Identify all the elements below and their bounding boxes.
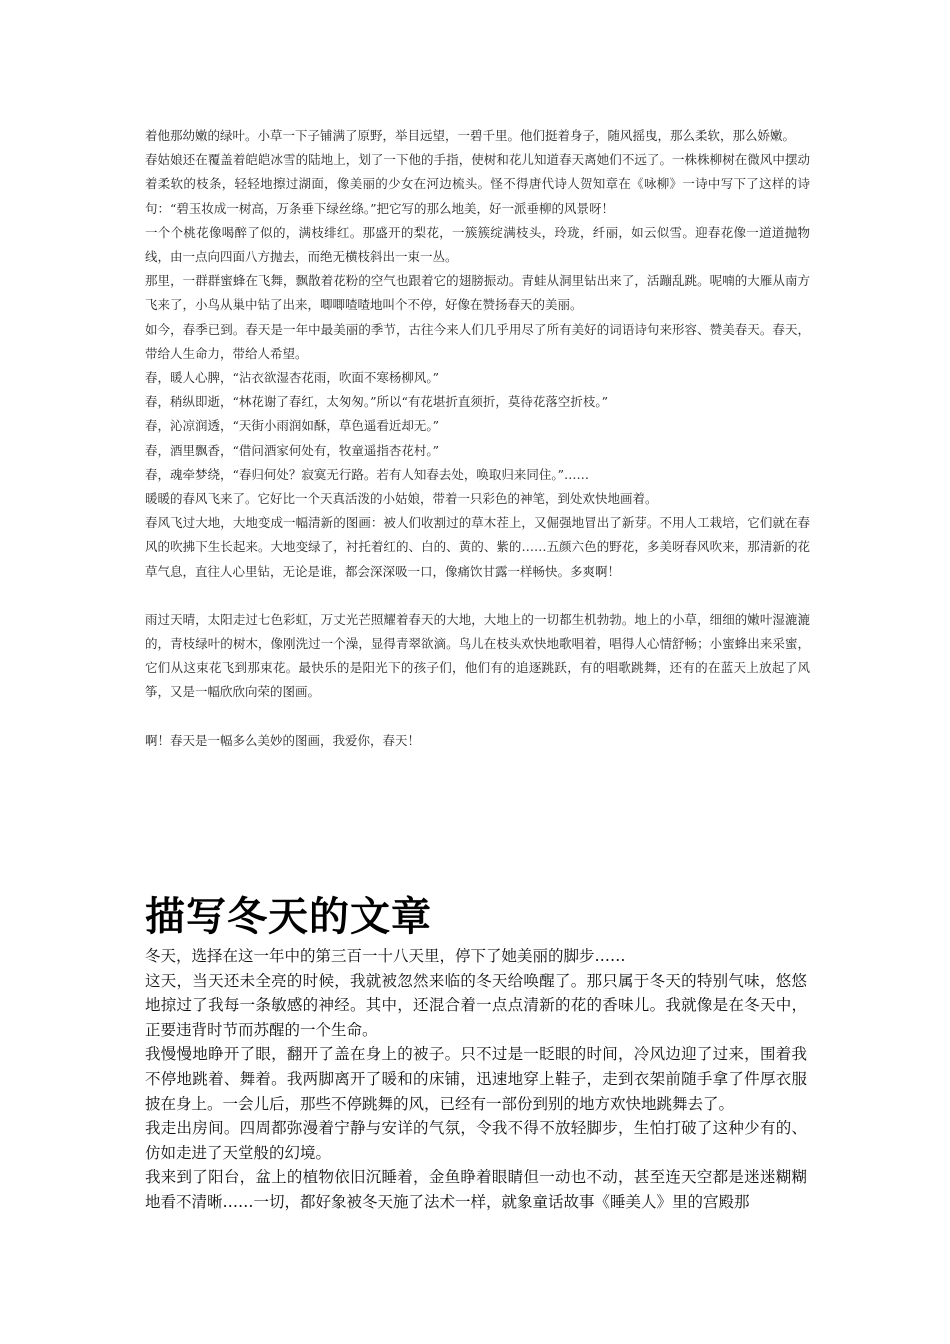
winter-paragraph-1: 冬天，选择在这一年中的第三百一十八天里，停下了她美丽的脚步…… — [145, 947, 626, 965]
winter-paragraph-4: 我走出房间。四周都弥漫着宁静与安详的气氛，令我不得不放轻脚步，生怕打破了这种少有的、仿如走进了天堂般的幻境。 — [145, 1119, 807, 1162]
spring-poem-line-3: 春，沁凉润透，“天街小雨润如酥，草色遥看近却无。” — [145, 418, 440, 434]
spring-poem-line-2: 春，稍纵即逝，“林花谢了春红，太匆匆。”所以“有花堪折直须折，莫待花落空折枝。” — [145, 394, 609, 410]
winter-paragraph-3: 我慢慢地睁开了眼，翻开了盖在身上的被子。只不过是一眨眼的时间，冷风边迎了过来，围着我不停地跳着、舞着。我两脚离开了暖和的床铺，迅速地穿上鞋子，走到衣架前随手拿了件厚衣服披在身上。一会儿后，那些不停跳舞的风，已经有一部份到别的地方欢快地跳舞去了。 — [145, 1045, 807, 1113]
spring-article-body — [145, 124, 810, 753]
spring-paragraph-6: 暖暖的春风飞来了。它好比一个天真活泼的小姑娘，带着一只彩色的神笔，到处欢快地画着。 — [145, 491, 658, 507]
spring-paragraph-8: 雨过天晴，太阳走过七色彩虹，万丈光芒照耀着春天的大地，大地上的一切都生机勃勃。地上的小草，细细的嫩叶湿漉漉的，青枝绿叶的树木，像刚洗过一个澡，显得青翠欲滴。鸟儿在枝头欢快地歌唱着，唱得人心情舒畅；小蜜蜂出来采蜜，它们从这束花飞到那束花。最快乐的是阳光下的孩子们，他们有的追逐跳跃，有的唱歌跳舞，还有的在蓝天上放起了风筝，又是一幅欣欣向荣的图画。 — [145, 611, 810, 700]
spring-paragraph-5: 如今，春季已到。春天是一年中最美丽的季节，古往今来人们几乎用尽了所有美好的词语诗句来形容、赞美春天。春天，带给人生命力，带给人希望。 — [145, 321, 810, 361]
winter-article-title: 描写冬天的文章 — [145, 893, 432, 940]
spring-paragraph-2: 春姑娘还在覆盖着皑皑冰雪的陆地上，划了一下他的手指，使树和花儿知道春天离她们不远了。一株株柳树在微风中摆动着柔软的枝条，轻轻地擦过湖面，像美丽的少女在河边梳头。怪不得唐代诗人贺知章在《咏柳》一诗中写下了这样的诗句：“碧玉妆成一树高，万条垂下绿丝绦。”把它写的那么地美，好一派垂柳的风景呀！ — [145, 152, 810, 216]
spring-closing-line: 啊！春天是一幅多么美妙的图画，我爱你，春天！ — [145, 732, 421, 748]
winter-paragraph-5: 我来到了阳台，盆上的植物依旧沉睡着，金鱼睁着眼睛但一动也不动，甚至连天空都是迷迷糊糊地看不清晰……一切，都好象被冬天施了法术一样，就象童话故事《睡美人》里的宫殿那 — [145, 1168, 807, 1211]
spring-paragraph-1: 着他那幼嫩的绿叶。小草一下子铺满了原野，举目远望，一碧千里。他们挺着身子，随风摇曳，那么柔软，那么娇嫩。 — [145, 128, 796, 143]
spring-paragraph-4: 那里，一群群蜜蜂在飞舞，飘散着花粉的空气也跟着它的翅膀振动。青蛙从洞里钻出来了，活蹦乱跳。呢喃的大雁从南方飞来了，小鸟从巢中钻了出来，唧唧喳喳地叫个不停，好像在赞扬春天的美丽。 — [145, 273, 810, 313]
spring-poem-line-1: 春，暖人心脾，“沾衣欲湿杏花雨，吹面不寒杨柳风。” — [145, 370, 440, 386]
winter-paragraph-2: 这天，当天还未全亮的时候，我就被忽然来临的冬天给唤醒了。那只属于冬天的特别气味，悠悠地掠过了我每一条敏感的神经。其中，还混合着一点点清新的花的香味儿。我就像是在冬天中，正要违背时节而苏醒的一个生命。 — [145, 971, 807, 1039]
spring-paragraph-3: 一个个桃花像喝醉了似的，满枝绯红。那盛开的梨花，一簇簇绽满枝头，玲珑，纤丽，如云似雪。迎春花像一道道抛物线，由一点向四面八方抛去，而绝无横枝斜出一束一丛。 — [145, 224, 810, 265]
winter-article-body — [145, 944, 807, 1215]
spring-poem-line-5: 春，魂牵梦绕，“春归何处？寂寞无行路。若有人知春去处，唤取归来同住。”…… — [145, 466, 590, 482]
spring-poem-line-4: 春，酒里飘香，“借问酒家何处有，牧童遥指杏花村。” — [145, 442, 440, 458]
spring-paragraph-7: 春风飞过大地，大地变成一幅清新的图画：被人们收割过的草木茬上，又倔强地冒出了新芽。不用人工栽培，它们就在春风的吹拂下生长起来。大地变绿了，衬托着红的、白的、黄的、紫的……五颜六色的野花，多美呀春风吹来，那清新的花草气息，直往人心里钻，无论是谁，都会深深吸一口，像痛饮甘露一样畅快。多爽啊！ — [145, 515, 810, 579]
